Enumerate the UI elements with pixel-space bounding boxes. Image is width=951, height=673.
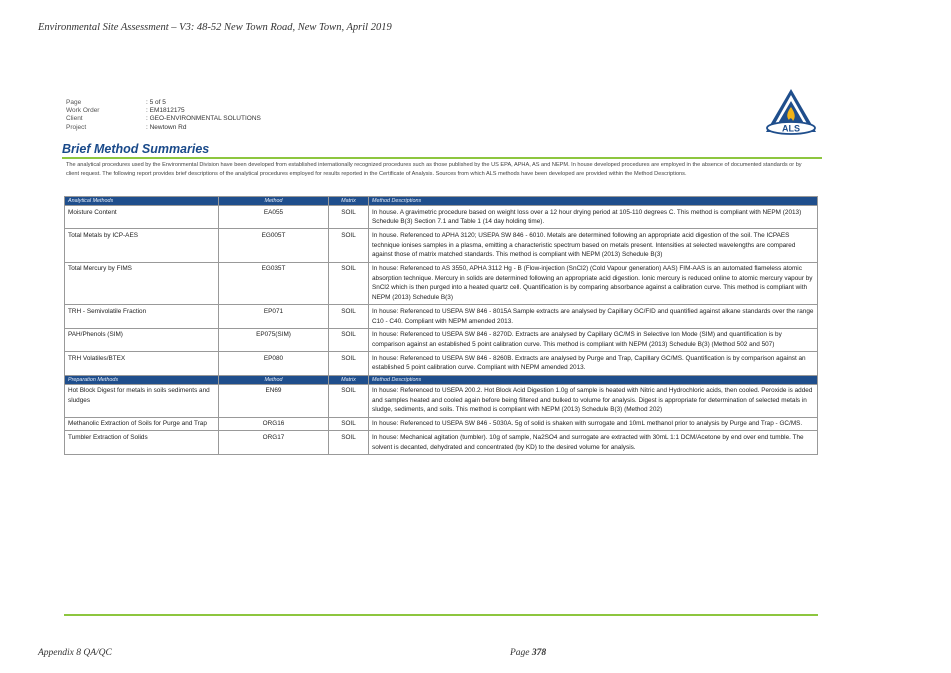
method-name: Total Mercury by FIMS (65, 262, 219, 305)
method-summary-table (64, 196, 818, 455)
meta-value: : 5 of 5 (146, 99, 166, 106)
analytical-methods-header (65, 197, 818, 206)
table-row (65, 384, 818, 417)
method-matrix: SOIL (329, 352, 369, 375)
method-name: TRH Volatiles/BTEX (65, 352, 219, 375)
table-row (65, 229, 818, 262)
column-header: Method Descriptions (369, 197, 818, 206)
method-matrix: SOIL (329, 328, 369, 351)
table-row (65, 206, 818, 229)
method-description: In house. Referenced to APHA 3120; USEPA SW 846 - 6010. Metals are determined following an appropriate acid digestion of the soil. The ICPAES technique ionises samples in a plasma, emitting a characteristic spectrum based on metals present. Intensities at selected wavelengths are compared against those of matrix matched standards. This method is compliant with NEPM (2013) Schedule B(3) (369, 229, 818, 262)
method-code: EA055 (219, 206, 329, 229)
method-matrix: SOIL (329, 229, 369, 262)
page-number: 378 (531, 648, 547, 658)
section-title: Brief Method Summaries (62, 142, 210, 156)
method-matrix: SOIL (329, 305, 369, 328)
table-row (65, 417, 818, 431)
method-code: EG035T (219, 262, 329, 305)
method-description: In house: Mechanical agitation (tumbler). 10g of sample, Na2SO4 and surrogate are extracted with 30mL 1:1 DCM/Acetone by end over end tumble. The solvent is decanted, dehydrated and concentrated (by KD) to the desired volume for analysis. (369, 431, 818, 454)
column-header: Preparation Methods (65, 375, 219, 384)
logo-text: ALS (782, 123, 800, 134)
column-header: Matrix (329, 375, 369, 384)
method-matrix: SOIL (329, 431, 369, 454)
meta-value: : Newtown Rd (146, 123, 187, 131)
page-label: Page (510, 648, 530, 658)
document-header-title: Environmental Site Assessment – V3: 48-52 New Town Road, New Town, April 2019 (38, 22, 392, 33)
table-row (65, 352, 818, 375)
method-name: Total Metals by ICP-AES (65, 229, 219, 262)
title-divider (62, 157, 822, 159)
meta-row-client (66, 115, 261, 123)
section-intro: The analytical procedures used by the Environmental Division have been developed from established internationally recognized procedures such as those published by the US EPA, APHA, AS and NEPM. In house developed procedures are employed in the absence of documented standards or by client request. The following report provides brief descriptions of the analytical procedures employed for results reported in the Certificate of Analysis. Sources from which ALS methods have been developed are provided within the Method Descriptions. (66, 162, 802, 178)
meta-row-project (66, 124, 261, 132)
column-header: Method (219, 375, 329, 384)
method-code: EN69 (219, 384, 329, 417)
table-row (65, 262, 818, 305)
meta-value: : GEO-ENVIRONMENTAL SOLUTIONS (146, 115, 261, 123)
meta-label: Page (66, 99, 82, 106)
method-matrix: SOIL (329, 384, 369, 417)
meta-row-work-order (66, 107, 261, 115)
meta-value: : EM1812175 (146, 107, 185, 115)
column-header: Matrix (329, 197, 369, 206)
column-header: Method (219, 197, 329, 206)
method-matrix: SOIL (329, 262, 369, 305)
table-row (65, 305, 818, 328)
method-code: EP080 (219, 352, 329, 375)
meta-label: Client (66, 115, 83, 123)
preparation-methods-header (65, 375, 818, 384)
column-header: Method Descriptions (369, 375, 818, 384)
method-name: Tumbler Extraction of Solids (65, 431, 219, 454)
method-description: In house: Referenced to USEPA SW 846 - 8015A Sample extracts are analysed by Capillary GC/FID and quantified against alkane standards over the range C10 - C40. Compliant with NEPM amended 2013. (369, 305, 818, 328)
method-matrix: SOIL (329, 206, 369, 229)
section-title-bar (62, 142, 822, 159)
footer-appendix-label: Appendix 8 QA/QC (38, 648, 112, 658)
method-description: In house: Referenced to USEPA 200.2. Hot Block Acid Digestion 1.0g of sample is heated with Nitric and Hydrochloric acids, then cooled. Peroxide is added and samples heated and cooled again before being filtered and bulked to volume for analysis. Digest is appropriate for determination of selected metals in sludge, sediments, and soils. This method is compliant with NEPM (2013) Schedule B(3) (Method 202) (369, 384, 818, 417)
table-row (65, 431, 818, 454)
meta-row-page (66, 99, 261, 107)
meta-label: Work Order (66, 107, 100, 115)
method-matrix: SOIL (329, 417, 369, 431)
method-code: EP071 (219, 305, 329, 328)
method-code: EP075(SIM) (219, 328, 329, 351)
method-code: EG005T (219, 229, 329, 262)
meta-label: Project (66, 123, 87, 131)
method-description: In house: Referenced to USEPA SW 846 - 8260B. Extracts are analysed by Purge and Trap, Capillary GC/MS. Quantification is by comparison against an established 5 point calibration curve. Compliant with NEPM amended 2013. (369, 352, 818, 375)
method-description: In house: Referenced to USEPA SW 846 - 8270D. Extracts are analysed by Capillary GC/MS in Selective Ion Mode (SIM) and quantification is by comparison against an established 5 point calibration curve. This method is compliant with NEPM (2013) Schedule B(3) (Method 502 and 507) (369, 328, 818, 351)
report-meta (66, 99, 261, 132)
method-name: Methanolic Extraction of Soils for Purge and Trap (65, 417, 219, 431)
footer-divider (64, 614, 818, 616)
method-name: Moisture Content (65, 206, 219, 229)
method-code: ORG16 (219, 417, 329, 431)
method-description: In house: Referenced to USEPA SW 846 - 5030A. 5g of solid is shaken with surrogate and 10mL methanol prior to analysis by Purge and Trap - GC/MS. (369, 417, 818, 431)
method-description: In house. A gravimetric procedure based on weight loss over a 12 hour drying period at 105-110 degrees C. This method is compliant with NEPM (2013) Schedule B(3) Section 7.1 and Table 1 (14 day holding time). (369, 206, 818, 229)
footer-page-number (510, 648, 546, 658)
column-header: Analytical Methods (65, 197, 219, 206)
method-description: In house: Referenced to AS 3550, APHA 3112 Hg - B (Flow-injection (SnCl2) (Cold Vapour generation) AAS) FIM-AAS is an automated flameless atomic absorption technique. Mercury in solids are determined following an appropriate acid digestion. Ionic mercury is reduced online to atomic mercury vapour by SnCl2 which is then purged into a heated quartz cell. Quantification is by comparing absorbance against a calibration curve. This method is compliant with NEPM (2013) Schedule B(3) (369, 262, 818, 305)
method-name: TRH - Semivolatile Fraction (65, 305, 219, 328)
method-name: Hot Block Digest for metals in soils sediments and sludges (65, 384, 219, 417)
table-row (65, 328, 818, 351)
method-name: PAH/Phenols (SIM) (65, 328, 219, 351)
method-code: ORG17 (219, 431, 329, 454)
als-logo-icon (764, 87, 818, 139)
